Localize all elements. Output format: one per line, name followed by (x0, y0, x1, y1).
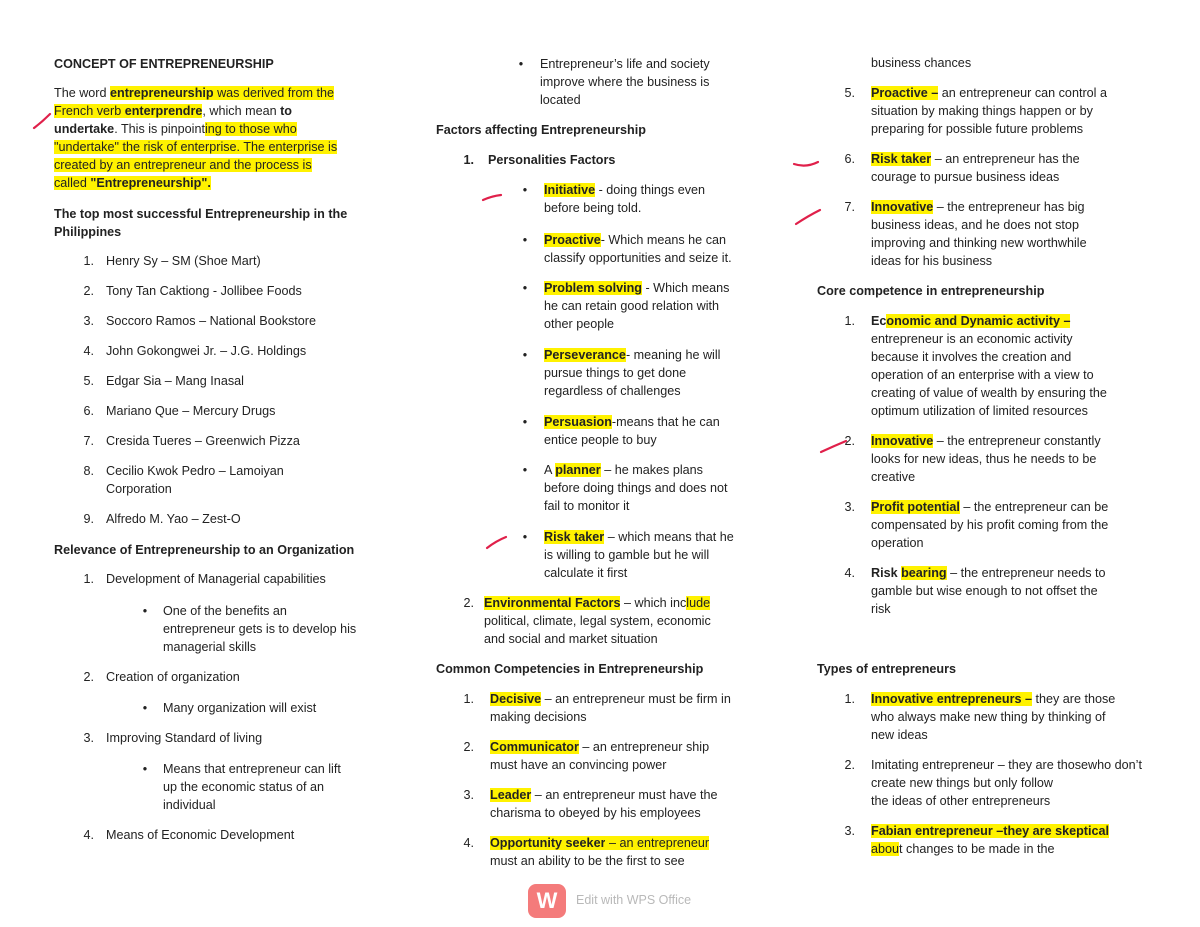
list-number: 1. (463, 153, 474, 167)
term-desc: – the entrepreneur constantly (933, 434, 1101, 448)
term-desc: business ideas, and he does not stop (871, 218, 1079, 232)
wps-watermark-text: Edit with WPS Office (576, 893, 692, 907)
env-text (484, 594, 774, 648)
term-desc: gamble but wise enough to not offset the (871, 584, 1098, 598)
bullet-icon: • (522, 281, 528, 295)
term-desc: – the entrepreneur needs to (946, 566, 1106, 580)
list-text (106, 402, 386, 420)
personal-item-text (544, 413, 794, 449)
sub-line: managerial skills (163, 640, 257, 654)
list-number: 3. (83, 731, 94, 745)
term-desc: abou (871, 842, 900, 856)
list-text: Development of Managerial capabilities (106, 572, 326, 586)
term-prefix: Imitating entrepreneur – they are those (871, 758, 1089, 772)
term: Proactive – (871, 86, 939, 100)
bullet-icon: • (522, 183, 528, 197)
top-bullet-text (540, 55, 780, 109)
list-text (106, 312, 386, 330)
list-line: John Gokongwei Jr. – J.G. Holdings (106, 344, 307, 358)
list-number: 1. (83, 572, 94, 586)
term-prefix: Risk (871, 566, 902, 580)
types-heading: Types of entrepreneurs (817, 662, 957, 676)
bullet-icon: • (522, 348, 528, 362)
list-number: 9. (83, 512, 94, 526)
term-desc: creating of value of wealth by ensuring the (871, 386, 1107, 400)
term-desc: operation (871, 536, 924, 550)
term: Risk taker (871, 152, 932, 166)
list-number: 1. (844, 314, 855, 328)
term: Profit potential (871, 500, 960, 514)
intro-text-run: enterprendre (124, 104, 203, 118)
term-desc: and social and market situation (484, 632, 658, 646)
intro-text-run: , which mean (202, 104, 281, 118)
intro-text-run: ing to those who (204, 122, 297, 136)
sub-bullet-text (163, 760, 403, 814)
term-desc: -means that he can (611, 415, 720, 429)
term-desc: compensated by his profit coming from the (871, 518, 1109, 532)
list-number: 1. (463, 692, 474, 706)
bullet-icon: • (142, 604, 148, 618)
term-desc: creative (871, 470, 916, 484)
pen-mark (483, 195, 501, 200)
term: Risk taker (544, 530, 605, 544)
wps-watermark[interactable] (528, 884, 698, 920)
core-heading: Core competence in entrepreneurship (817, 284, 1045, 298)
intro-text-run: undertake (54, 122, 115, 136)
list-number: 8. (83, 464, 94, 478)
list-number: 2. (463, 740, 474, 754)
bullet-icon: • (518, 57, 524, 71)
term: Initiative (544, 183, 596, 197)
term: planner (555, 463, 601, 477)
term-prefix: Ec (871, 314, 887, 328)
term-desc: – an entrepreneur must have the (531, 788, 718, 802)
term: Innovative (871, 200, 934, 214)
pen-mark (794, 162, 818, 166)
term-desc: fail to monitor it (544, 499, 630, 513)
list-text (106, 432, 386, 450)
term-desc: who always make new thing by thinking of (871, 710, 1106, 724)
term-desc: – he makes plans (600, 463, 703, 477)
section-title: CONCEPT OF ENTREPRENEURSHIP (54, 57, 274, 71)
intro-text-run: French verb (54, 104, 125, 118)
list-number: 2. (83, 284, 94, 298)
trait-text (871, 84, 1161, 138)
list-number: 6. (844, 152, 855, 166)
term-desc: - Which means he can (600, 233, 726, 247)
term-desc: entice people to buy (544, 433, 657, 447)
pen-mark (34, 114, 50, 128)
term-desc: – which means that he (604, 530, 734, 544)
trait-text (871, 150, 1161, 186)
bullet-icon: • (142, 762, 148, 776)
list-line: Edgar Sia – Mang Inasal (106, 374, 244, 388)
term-desc: other people (544, 317, 615, 331)
term-desc: – an entrepreneur has the (931, 152, 1080, 166)
pen-mark (796, 210, 820, 224)
top-heading: The top most successful Entrepreneurship in the (54, 207, 348, 221)
core-item-text (871, 432, 1171, 486)
list-line: Alfredo M. Yao – Zest-O (106, 512, 241, 526)
bullet-icon: • (522, 530, 528, 544)
term-desc: – the entrepreneur has big (933, 200, 1085, 214)
intro-text-run: called (54, 176, 91, 190)
list-number: 2. (463, 596, 474, 610)
term-prefix: A (544, 463, 556, 477)
list-number: 4. (463, 836, 474, 850)
core-item-text (871, 312, 1171, 420)
list-number: 7. (83, 434, 94, 448)
list-line: Cecilio Kwok Pedro – Lamoiyan (106, 464, 284, 478)
list-number: 3. (463, 788, 474, 802)
list-number: 2. (844, 434, 855, 448)
list-number: 5. (844, 86, 855, 100)
term-desc: he can retain good relation with (544, 299, 720, 313)
list-number: 4. (844, 566, 855, 580)
common-item-text (490, 834, 780, 870)
term-desc: must have an convincing power (490, 758, 667, 772)
term-desc: ideas for his business (871, 254, 993, 268)
term-desc: looks for new ideas, thus he needs to be (871, 452, 1097, 466)
term-desc: courage to pursue business ideas (871, 170, 1060, 184)
term-desc: – an entrepreneur ship (578, 740, 710, 754)
list-number: 1. (844, 692, 855, 706)
continued-line: business chances (871, 56, 972, 70)
sub-line: One of the benefits an (163, 604, 287, 618)
term-desc: situation by making things happen or by (871, 104, 1093, 118)
intro-text-run: entrepreneurship (110, 86, 214, 100)
list-text (106, 252, 386, 270)
term-desc: – which inc (620, 596, 687, 610)
term-desc: - doing things even (595, 183, 706, 197)
term-desc: improving and thinking new worthwhile (871, 236, 1087, 250)
personal-item-text (544, 279, 794, 333)
sub-line: entrepreneur gets is to develop his (163, 622, 357, 636)
intro-text-run: "Entrepreneurship". (90, 176, 211, 190)
list-line: Henry Sy – SM (Shoe Mart) (106, 254, 261, 268)
personal-item-text (544, 528, 794, 582)
term: Innovative (871, 434, 934, 448)
list-line: Corporation (106, 482, 172, 496)
list-text (106, 342, 386, 360)
intro-text-run: The word (54, 86, 110, 100)
term-desc: who don’t create new things but only follow (871, 758, 1142, 790)
term-desc: – an entrepreneur must be firm in (541, 692, 731, 706)
term: Fabian entrepreneur –they are skeptical (871, 824, 1109, 838)
term: Environmental Factors (484, 596, 621, 610)
personal-item-text (544, 231, 794, 267)
trait-text (871, 198, 1161, 270)
type-item-text (871, 690, 1171, 744)
term: Proactive (544, 233, 601, 247)
common-heading: Common Competencies in Entrepreneurship (436, 662, 704, 676)
list-text (106, 282, 386, 300)
bullet-line: improve where the business is (540, 75, 710, 89)
intro-paragraph (54, 84, 384, 192)
personal-item-text (544, 181, 794, 217)
list-number: 2. (844, 758, 855, 772)
core-item-text (871, 498, 1171, 552)
term-desc: optimum utilization of limited resources (871, 404, 1088, 418)
pen-mark (487, 537, 506, 548)
term: onomic and Dynamic activity – (886, 314, 1071, 328)
list-number: 3. (844, 500, 855, 514)
list-number: 4. (83, 344, 94, 358)
sub-line: up the economic status of an (163, 780, 325, 794)
common-item-text (490, 690, 780, 726)
list-number: 1. (83, 254, 94, 268)
term-desc: political, climate, legal system, economic (484, 614, 711, 628)
term: Decisive (490, 692, 542, 706)
list-number: 6. (83, 404, 94, 418)
intro-text-run: was derived from the (213, 86, 334, 100)
sub-bullet-text (163, 699, 403, 717)
term-desc: new ideas (871, 728, 928, 742)
bullet-icon: • (522, 415, 528, 429)
bullet-line: located (540, 93, 581, 107)
list-number: 3. (83, 314, 94, 328)
list-number: 5. (83, 374, 94, 388)
term-desc: charisma to obeyed by his employees (490, 806, 701, 820)
list-text: Improving Standard of living (106, 731, 263, 745)
intro-text-run: . This is pinpoint (114, 122, 205, 136)
term-desc: making decisions (490, 710, 587, 724)
bullet-icon: • (142, 701, 148, 715)
term-desc: an entrepreneur can control a (938, 86, 1107, 100)
term-desc: calculate it first (544, 566, 628, 580)
list-text: Creation of organization (106, 670, 240, 684)
personal-item-text (544, 346, 794, 400)
term-desc: must an ability to be the first to see (490, 854, 685, 868)
term: Perseverance (544, 348, 626, 362)
term-desc: - Which means (641, 281, 730, 295)
intro-text-run: created by an entrepreneur and the process is (54, 158, 312, 172)
sub-line: Means that entrepreneur can lift (163, 762, 341, 776)
list-text: Means of Economic Development (106, 828, 295, 842)
common-item-text (490, 738, 780, 774)
list-line: Cresida Tueres – Greenwich Pizza (106, 434, 300, 448)
term-desc: lude (686, 596, 711, 610)
term-desc: regardless of challenges (544, 384, 681, 398)
term-desc: entrepreneur is an economic activity (871, 332, 1073, 346)
intro-text-run: "undertake" the risk of enterprise. The enterprise is (54, 140, 338, 154)
term: Leader (490, 788, 532, 802)
term-desc: risk (871, 602, 891, 616)
term-desc: classify opportunities and seize it. (544, 251, 732, 265)
factors-heading: Factors affecting Entrepreneurship (436, 123, 646, 137)
term-desc: - meaning he will (625, 348, 721, 362)
list-number: 3. (844, 824, 855, 838)
list-line: Tony Tan Caktiong - Jollibee Foods (106, 284, 302, 298)
sub-bullet-text (163, 602, 403, 656)
term-desc: because it involves the creation and (871, 350, 1072, 364)
term-desc: is willing to gamble but he will (544, 548, 710, 562)
list-line: Mariano Que – Mercury Drugs (106, 404, 276, 418)
wps-logo-icon: W (528, 884, 566, 918)
term-desc: – the entrepreneur can be (959, 500, 1109, 514)
term: Innovative entrepreneurs – (871, 692, 1032, 706)
list-text (106, 510, 386, 528)
list-number: 4. (83, 828, 94, 842)
term-desc: t changes to be made in the (899, 842, 1055, 856)
bullet-icon: • (522, 463, 528, 477)
type-item-text (871, 822, 1171, 858)
term-desc: – an entrepreneur (605, 836, 710, 850)
term: Problem solving (544, 281, 642, 295)
term-desc: before doing things and does not (544, 481, 728, 495)
intro-text-run: to (280, 104, 292, 118)
list-number: 7. (844, 200, 855, 214)
term: Communicator (490, 740, 579, 754)
list-number: 2. (83, 670, 94, 684)
top-heading-cont: Philippines (54, 225, 122, 239)
term-desc: the ideas of other entrepreneurs (871, 794, 1051, 808)
list-line: Soccoro Ramos – National Bookstore (106, 314, 316, 328)
term-desc: before being told. (544, 201, 642, 215)
bullet-icon: • (522, 233, 528, 247)
term: Opportunity seeker (490, 836, 606, 850)
personal-item-text (544, 461, 794, 515)
term-desc: pursue things to get done (544, 366, 687, 380)
sub-line: individual (163, 798, 216, 812)
bullet-line: Entrepreneur’s life and society (540, 57, 710, 71)
term: bearing (901, 566, 947, 580)
term-desc: operation of an enterprise with a view to (871, 368, 1094, 382)
personal-heading-text: Personalities Factors (488, 153, 616, 167)
term: Persuasion (544, 415, 612, 429)
sub-line: Many organization will exist (163, 701, 317, 715)
list-text (106, 372, 386, 390)
relevance-heading: Relevance of Entrepreneurship to an Organization (54, 543, 355, 557)
core-item-text (871, 564, 1171, 618)
list-text (106, 462, 386, 498)
term-desc: they are those (1031, 692, 1116, 706)
common-item-text (490, 786, 780, 822)
term-desc: preparing for possible future problems (871, 122, 1084, 136)
type-item-text (871, 756, 1171, 810)
